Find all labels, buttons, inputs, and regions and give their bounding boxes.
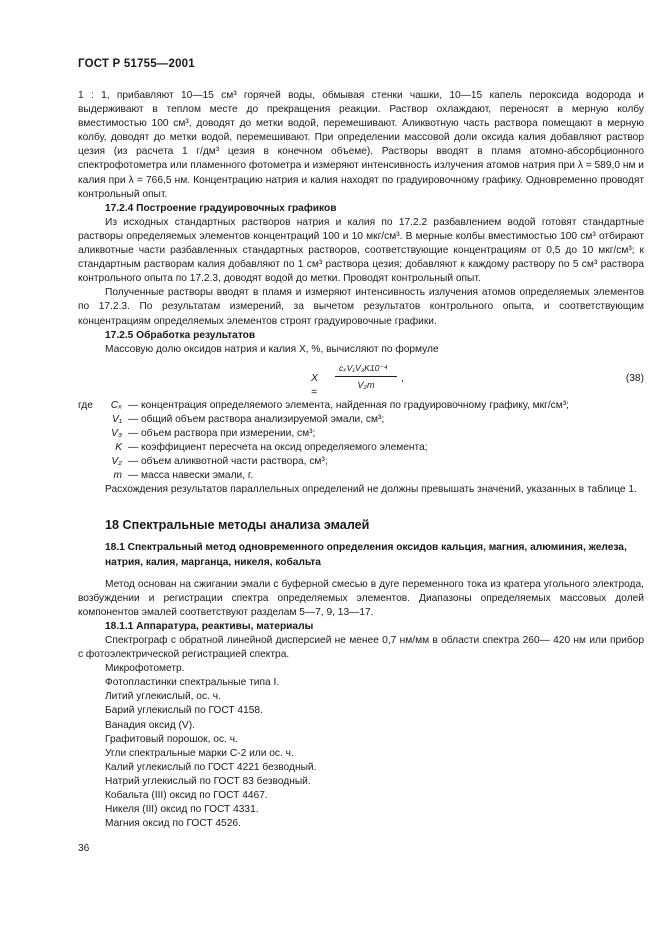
section-17-2-5-title: 17.2.5 Обработка результатов [105, 329, 256, 341]
materials-list [78, 662, 644, 831]
variable-text: — концентрация определяемого элемента, найденная по градуировочному графику, мкг/см³; [128, 399, 569, 411]
variable-text: — объем аликвотной части раствора, см³; [128, 456, 328, 468]
list-item: Фотопластинки спектральные типа I. [105, 677, 280, 689]
variable-symbol: V₂ [111, 456, 122, 468]
section-18-1-1-paragraph: Спектрограф с обратной линейной дисперсией не менее 0,7 нм/мм в области спектра 260— 420 нм или прибор с фотоэлектрической регистрацией спектра. [78, 635, 644, 661]
variable-symbol: V₁ [111, 413, 122, 425]
where-word: где [78, 399, 93, 411]
section-18-1-paragraph: Метод основан на сжигании эмали с буферной смесью в дуге переменного тока из кратера угольного электрода, возбуждении и регистрации спектра определяемых элементов. Диапазоны определяемых массовых долей компонентов эмалей соответствуют разделам 5—7, 9, 13—17. [78, 578, 644, 618]
variable-symbol: Cₓ [110, 399, 122, 411]
variable-symbol: m [113, 470, 122, 482]
variable-text: — общий объем раствора анализируемой эмали, см³; [128, 413, 385, 425]
formula-lhs: X = [311, 372, 318, 398]
list-item: Кобальта (III) оксид по ГОСТ 4467. [105, 790, 268, 802]
section-17-2-4-title: 17.2.4 Построение градуировочных графиков [105, 202, 337, 214]
formula-fraction [335, 361, 397, 392]
formula-numerator: cₓV₁V₃K10⁻⁴ [339, 362, 388, 373]
variable-text: — объем раствора при измерении, см³; [128, 427, 316, 439]
section-17-2-5-paragraph-1: Массовую долю оксидов натрия и калия X, %, вычисляют по формуле [105, 343, 439, 355]
list-item: Графитовый порошок, ос. ч. [105, 733, 238, 745]
list-item: Литий углекислый, ос. ч. [105, 691, 221, 703]
variable-definition [78, 455, 644, 469]
variable-text: — коэффициент пересчета на оксид определяемого элемента; [128, 442, 428, 454]
spacer [78, 497, 644, 517]
formula-38 [78, 357, 644, 399]
variable-symbol: K [115, 442, 122, 454]
list-item: Ванадия оксид (V). [105, 719, 195, 731]
variable-text: — масса навески эмали, г. [128, 470, 254, 482]
formula-denominator: V₂m [357, 379, 375, 390]
page-number: 36 [78, 843, 90, 854]
variable-definition [78, 399, 644, 413]
variable-definition [78, 413, 644, 427]
variable-definition [78, 441, 644, 455]
section-18-1-title: 18.1 Спектральный метод одновременного определения оксидов кальция, магния, алюминия, железа, натрия, калия, марганца, никеля, кобальта [105, 542, 627, 568]
section-17-2-4-paragraph-1: Из исходных стандартных растворов натрия и калия по 17.2.2 разбавлением водой готовят стандартные растворы определяемых элементов концентраций 100 и 10 мкг/см³. В мерные колбы вместимостью 100 см³ отбирают аликвотные части разбавленных стандартных растворов, соответствующие концентрациям от 0,5 до 10 мкг/см³; к стандартным растворам калия добавляют по 1 см³ раствора цезия; добавляют к каждому раствору по 5 см³ раствора контрольного опыта по 17.2.3, доводят водой до метки. Проводят контрольный опыт. [78, 216, 644, 285]
variable-definition [78, 469, 644, 483]
list-item: Натрий углекислый по ГОСТ 83 безводный. [105, 775, 311, 787]
list-item: Микрофотометр. [105, 663, 185, 675]
list-item: Барий углекислый по ГОСТ 4158. [105, 705, 263, 717]
list-item: Магния оксид по ГОСТ 4526. [105, 818, 241, 830]
document-body [78, 89, 644, 831]
list-item: Калий углекислый по ГОСТ 4221 безводный. [105, 761, 317, 773]
section-17-2-5-paragraph-2: Расхождения результатов параллельных определений не должны превышать значений, указанных в таблице 1. [105, 484, 637, 496]
section-18-title: 18 Спектральные методы анализа эмалей [105, 518, 370, 533]
variable-symbol: V₃ [111, 427, 122, 439]
variable-definition [78, 427, 644, 441]
list-item: Никеля (III) оксид по ГОСТ 4331. [105, 804, 259, 816]
spacer [78, 533, 644, 541]
formula-comma: , [401, 372, 404, 384]
section-17-2-4-paragraph-2: Полученные растворы вводят в пламя и измеряют интенсивность излучения атомов определяемых элементов по 17.2.3. По результатам измерений, за вычетом результатов контрольного опыта, и соответствующим концентрациям определяемых элементов строят градуировочные графики. [78, 287, 644, 327]
section-18-1-1-title: 18.1.1 Аппаратура, реактивы, материалы [105, 620, 314, 632]
intro-paragraph: 1 : 1, прибавляют 10—15 см³ горячей воды, обмывая стенки чашки, 10—15 капель пероксида водорода и выдерживают в теплом месте до прекращения реакции. Раствор охлаждают, переносят в мерную колбу вместимостью 100 см³, доводят до метки водой, перемешивают. Аликвотную часть раствора помещают в мерную колбу, доводят до метки водой, перемешивают. При определении массовой доли оксида калия добавляют раствор цезия (из расчета 1 г/дм³ цезия в конечном объеме). Растворы вводят в пламя атомно-абсорбционного спектрофотометра или пламенного фотометра и измеряют интенсивность излучения атомов натрия при λ = 589,0 нм и калия при λ = 766,5 нм. Концентрацию натрия и калия находят по градуировочному графику. Одновременно проводят контрольный опыт. [78, 90, 644, 200]
list-item: Угли спектральные марки С-2 или ос. ч. [105, 747, 294, 759]
equation-number: (38) [625, 372, 644, 384]
fraction-bar [335, 376, 397, 377]
document-header: ГОСТ Р 51755—2001 [78, 58, 195, 70]
spacer [78, 570, 644, 578]
